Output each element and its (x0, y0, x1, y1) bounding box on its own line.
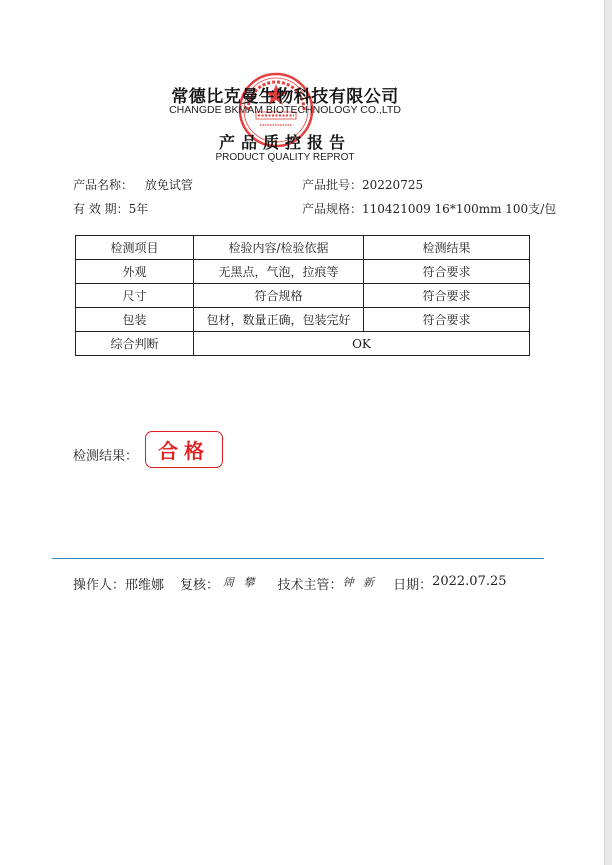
validity-value: 5年 (128, 202, 149, 216)
header-cell: 检验内容/检验依据 (194, 236, 364, 260)
signature-footer (73, 574, 543, 593)
table-cell: 符合要求 (364, 260, 530, 284)
batch-row (302, 176, 423, 193)
table-cell: 无黑点，气泡，拉痕等 (194, 260, 364, 284)
report-title-en: PRODUCT QUALITY REPROT (215, 152, 355, 163)
spec-value: 110421009 16*100mm 100支/包 (362, 202, 557, 216)
header-cell: 检测结果 (364, 236, 530, 260)
footer-divider (52, 558, 544, 559)
spec-label: 产品规格： (302, 202, 363, 216)
product-name-value: 放免试管 (144, 178, 193, 192)
operator-name: 邢维娜 (125, 578, 165, 593)
quality-table (75, 235, 530, 356)
table-cell: 外观 (76, 260, 194, 284)
pass-stamp: 合格 (145, 431, 223, 468)
product-name-label: 产品名称： (73, 178, 134, 192)
batch-label: 产品批号： (302, 178, 363, 192)
table-cell: 包材，数量正确，包装完好 (194, 308, 364, 332)
company-name-cn: 常德比克曼生物科技有限公司 (171, 87, 399, 107)
spec-row (302, 200, 556, 217)
table-row (76, 308, 530, 332)
supervisor-label: 技术主管： (277, 578, 343, 593)
summary-value: OK (194, 332, 530, 356)
validity-row (73, 200, 148, 217)
product-name-row (73, 176, 193, 193)
supervisor-signature: 钟 新 (342, 576, 378, 589)
company-name-en: CHANGDE BKMAM BIOTECHNOLOGY CO.,LTD (169, 104, 401, 116)
reviewer-signature: 周 攀 (223, 576, 258, 589)
date-label: 日期： (393, 578, 433, 593)
batch-value: 20220725 (362, 178, 424, 192)
page-edge (604, 0, 612, 865)
result-label: 检测结果： (73, 449, 139, 464)
report-title-cn: 产品质控报告 (218, 133, 351, 152)
table-row (76, 260, 530, 284)
table-row (76, 284, 530, 308)
summary-label: 综合判断 (76, 332, 194, 356)
table-cell: 符合要求 (364, 308, 530, 332)
table-cell: 符合要求 (364, 284, 530, 308)
table-cell: 包装 (76, 308, 194, 332)
header-cell: 检测项目 (76, 236, 194, 260)
reviewer-label: 复核： (180, 578, 220, 593)
operator-label: 操作人： (73, 578, 126, 593)
date-value: 2022.07.25 (432, 574, 507, 589)
summary-row (76, 332, 530, 356)
table-header-row (76, 236, 530, 260)
table-cell: 尺寸 (76, 284, 194, 308)
validity-label: 有 效 期： (73, 202, 129, 216)
table-cell: 符合规格 (194, 284, 364, 308)
